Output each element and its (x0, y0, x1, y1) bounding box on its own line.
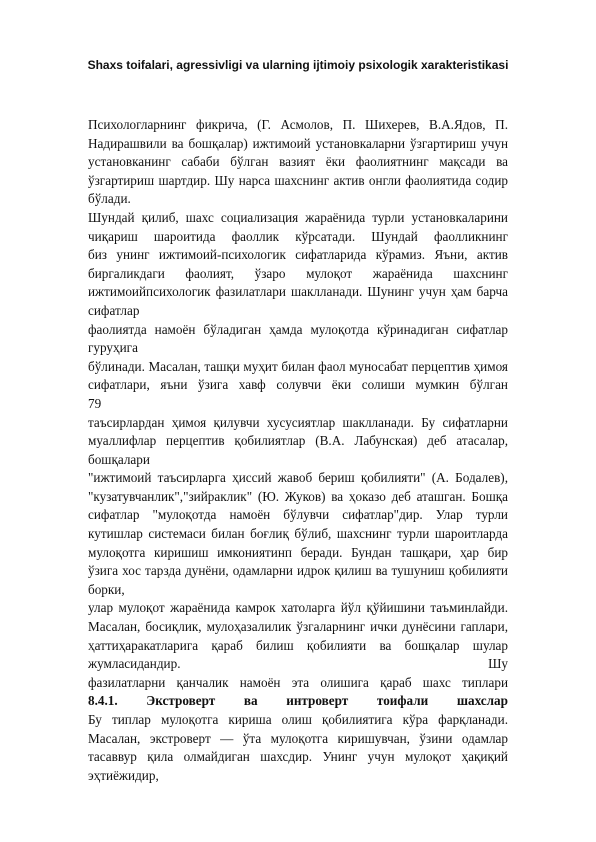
text-line: Масалан, экстроверт — ўта мулоқотга киришувчан, ўзини одамлар (88, 730, 508, 746)
document-title: Shaxs toifalari, agressivligi va ularning ijtimoiy psixologik xarakteristikasi (87, 58, 509, 72)
text-line: мулоқотга киришиш имкониятинп беради. Бундан ташқари, ҳар бир (88, 544, 508, 560)
text-line: тасаввур қила олмайдиган шахсдир. Унинг учун мулоқот ҳақиқий (88, 749, 508, 765)
text-line: чиқариш шароитида фаоллик кўрсатади. Шундай фаолликнинг (88, 228, 508, 244)
text-line: гуруҳига (88, 340, 138, 356)
document-body (88, 116, 508, 785)
text-line: борки, (88, 581, 125, 597)
text-line: биргаликдаги фаолият, ўзаро мулоқот жараёнида шахснинг (88, 265, 508, 281)
text-line: ҳаттиҳаракатларига қараб билиш қобилияти ва бошқалар шулар (88, 637, 508, 653)
text-line: Шундай қилиб, шахс социализация жараёнида турли установкаларини (88, 209, 508, 225)
text-line: 79 (88, 395, 102, 411)
text-line: фазилатларни қанчалик намоён эта олишига қараб шахс типлари (88, 674, 508, 690)
text-line: биз унинг ижтимоий-психологик сифатларида кўрамиз. Яъни, актив (88, 247, 508, 263)
text-line: сифатлар "мулоқотда намоён бўлувчи сифатлар"дир. Улар турли (88, 507, 508, 523)
text-line: Бу типлар мулоқотга кириша олиш қобилиятига кўра фарқланади. (88, 712, 508, 727)
text-line: ўзига хос тарзда дунёни, одамларни идрок қилиш ва тушуниш қобилияти (88, 563, 508, 579)
text-line: "кузатувчанлик","зийраклик" (Ю. Жуков) ва ҳоказо деб аташган. Бошқа (88, 488, 508, 504)
text-line: Психологларнинг фикрича, (Г. Асмолов, П. Шихерев, В.А.Ядов, П. (88, 117, 508, 132)
text-line: бўлинади. Масалан, ташқи муҳит билан фаол муносабат перцептив ҳимоя (88, 358, 508, 374)
text-line: Надирашвили ва бошқалар) ижтимоий установкаларни ўзгартириш учун (88, 135, 508, 151)
text-line: сифатлар (88, 302, 140, 318)
section-heading-line: 8.4.1. Экстроверт ва интроверт тоифали шахслар (88, 693, 508, 709)
text-line: кутишлар системаси билан боғлиқ бўлиб, шахснинг турли шароитларда (88, 526, 508, 542)
text-line: муаллифлар перцептив қобилиятлар (В.А. Лабунская) деб атасалар, (88, 433, 508, 449)
text-line: таъсирлардан ҳимоя қилувчи хусусиятлар шаклланади. Бу сифатларни (88, 414, 508, 430)
text-line: "ижтимоий таъсирларга ҳиссий жавоб бериш қобилияти" (А. Бодалев), (88, 470, 508, 486)
text-line: бошқалари (88, 451, 150, 467)
text-line: установканинг сабаби бўлган вазият ёки фаолиятнинг мақсади ва (88, 154, 508, 170)
text-line: жумласидандир. Шу (88, 656, 508, 672)
text-line: бўлади. (88, 191, 131, 207)
text-line: Масалан, босиқлик, мулоҳазалилик ўзгаларнинг ички дунёсини гаплари, (88, 619, 508, 635)
text-line: улар мулоқот жараёнида камрок хатоларга йўл қўйишини таъминлайди. (88, 600, 508, 616)
text-line: эҳтиёжидир, (88, 767, 159, 783)
text-line: ижтимоийпсихологик фазилатлари шаклланади. Шунинг учун ҳам барча (88, 284, 508, 300)
text-line: фаолиятда намоён бўладиган ҳамда мулоқотда кўринадиган сифатлар (88, 321, 508, 337)
text-line: сифатлари, яъни ўзига хавф солувчи ёки солиши мумкин бўлган (88, 377, 508, 393)
text-line: ўзгартириш шартдир. Шу нарса шахснинг актив онгли фаолиятида содир (88, 172, 508, 188)
